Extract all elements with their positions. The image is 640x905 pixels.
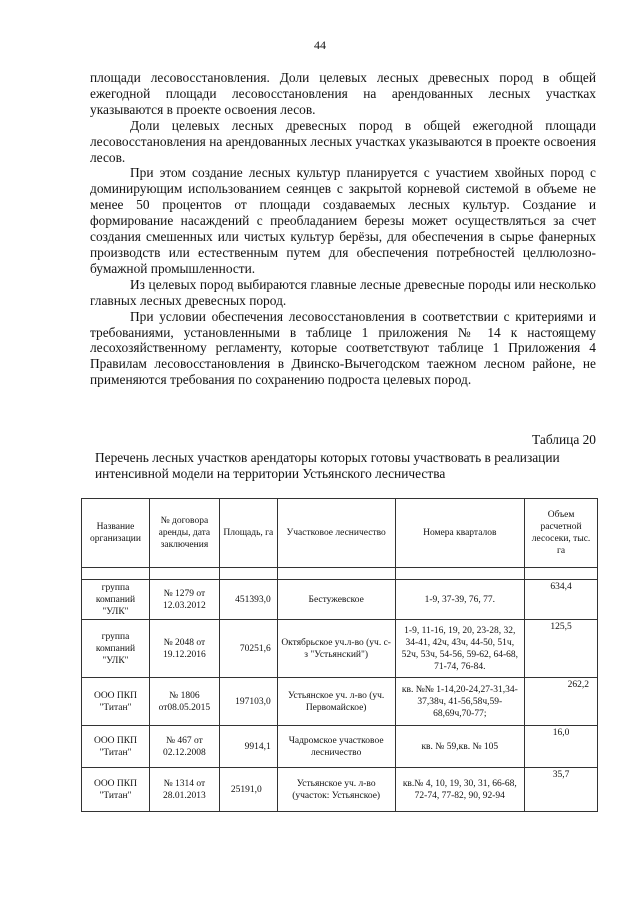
header-cell: Объем расчетной лесосеки, тыс. га: [525, 499, 598, 568]
contract-cell: № 467 от 02.12.2008: [149, 726, 219, 768]
empty-cell: [82, 568, 150, 580]
volume-cell: 262,2: [525, 678, 598, 726]
empty-cell: [395, 568, 525, 580]
contract-cell: № 1806 от08.05.2015: [149, 678, 219, 726]
volume-cell: 35,7: [525, 768, 598, 812]
header-cell: Площадь, га: [219, 499, 277, 568]
paragraph: При этом создание лесных культур планируется с участием хвойных пород с доминирующим использованием сеянцев с закрытой корневой системой в объеме не менее 50 процентов от площади создаваемых лесных культур. Создание и формирование насаждений с преобладанием березы может осуществляться за счет создания смешенных или чистых культур берёзы, для обеспечения в сырье фанерных производств или естественным путем для обеспечения потребностей целлюлозно-бумажной промышленности.: [90, 165, 596, 276]
volume-cell: 634,4: [525, 580, 598, 620]
lease-table: [81, 498, 598, 812]
volume-cell: 16,0: [525, 726, 598, 768]
district-cell: Бестужевское: [277, 580, 395, 620]
org-cell: группа компаний "УЛК": [82, 580, 150, 620]
table-row: [82, 678, 598, 726]
header-cell: Участковое лесничество: [277, 499, 395, 568]
contract-cell: № 1279 от 12.03.2012: [149, 580, 219, 620]
table-title: Перечень лесных участков арендаторы которых готовы участвовать в реализации интенсивной модели на территории Устьянского лесничества: [95, 450, 560, 481]
empty-row: [82, 568, 598, 580]
contract-cell: № 2048 от 19.12.2016: [149, 620, 219, 678]
quarters-cell: кв. №№ 1-14,20-24,27-31,34-37,38ч, 41-56,58ч,59-68,69ч,70-77;: [395, 678, 525, 726]
org-cell: группа компаний "УЛК": [82, 620, 150, 678]
table-row: [82, 768, 598, 812]
paragraph: Из целевых пород выбираются главные лесные древесные породы или несколько главных лесных древесных пород.: [90, 276, 596, 308]
area-cell: 451393,0: [219, 580, 277, 620]
table-row: [82, 620, 598, 678]
paragraph: Доли целевых лесных древесных пород в общей ежегодной площади лесовосстановления на арендованных лесных участках указываются в проекте освоения лесов.: [90, 117, 596, 165]
org-cell: ООО ПКП "Титан": [82, 726, 150, 768]
header-cell: Название организации: [82, 499, 150, 568]
quarters-cell: 1-9, 11-16, 19, 20, 23-28, 32, 34-41, 42ч, 43ч, 44-50, 51ч, 52ч, 53ч, 54-56, 59-62, 64-68, 71-74, 76-84.: [395, 620, 525, 678]
area-cell: 9914,1: [219, 726, 277, 768]
table-row: [82, 726, 598, 768]
quarters-cell: 1-9, 37-39, 76, 77.: [395, 580, 525, 620]
contract-cell: № 1314 от 28.01.2013: [149, 768, 219, 812]
quarters-cell: кв. № 59,кв. № 105: [395, 726, 525, 768]
area-cell: 70251,6: [219, 620, 277, 678]
header-cell: № договора аренды, дата заключения: [149, 499, 219, 568]
org-cell: ООО ПКП "Титан": [82, 768, 150, 812]
empty-cell: [277, 568, 395, 580]
district-cell: Устьянское уч. л-во (уч. Первомайское): [277, 678, 395, 726]
body-text: [90, 70, 596, 388]
org-cell: ООО ПКП "Титан": [82, 678, 150, 726]
district-cell: Устьянское уч. л-во (участок: Устьянское): [277, 768, 395, 812]
empty-cell: [219, 568, 277, 580]
area-cell: 197103,0: [219, 678, 277, 726]
paragraph: При условии обеспечения лесовосстановления в соответствии с критериями и требованиями, установленными в таблице 1 приложения № 14 к настоящему лесохозяйственному регламенту, которые соответствуют таблице 1 Приложения 4 Правилам лесовосстановления в Двинско-Вычегодском таежном лесном районе, не применяются требования по сохранению подроста целевых пород.: [90, 308, 596, 388]
table-caption: Таблица 20: [532, 432, 596, 447]
empty-cell: [149, 568, 219, 580]
district-cell: Чадромское участковое лесничество: [277, 726, 395, 768]
header-cell: Номера кварталов: [395, 499, 525, 568]
paragraph: площади лесовосстановления. Доли целевых лесных древесных пород в общей ежегодной площади лесовосстановления на арендованных лесных участках указываются в проекте освоения лесов.: [90, 70, 596, 117]
area-cell: 25191,0: [219, 768, 277, 812]
page-number: 44: [314, 38, 326, 52]
empty-cell: [525, 568, 598, 580]
table-row: [82, 580, 598, 620]
district-cell: Октябрьское уч.л-во (уч. с-з "Устьянский"): [277, 620, 395, 678]
quarters-cell: кв.№ 4, 10, 19, 30, 31, 66-68, 72-74, 77-82, 90, 92-94: [395, 768, 525, 812]
table-header-row: [82, 499, 598, 568]
volume-cell: 125,5: [525, 620, 598, 678]
